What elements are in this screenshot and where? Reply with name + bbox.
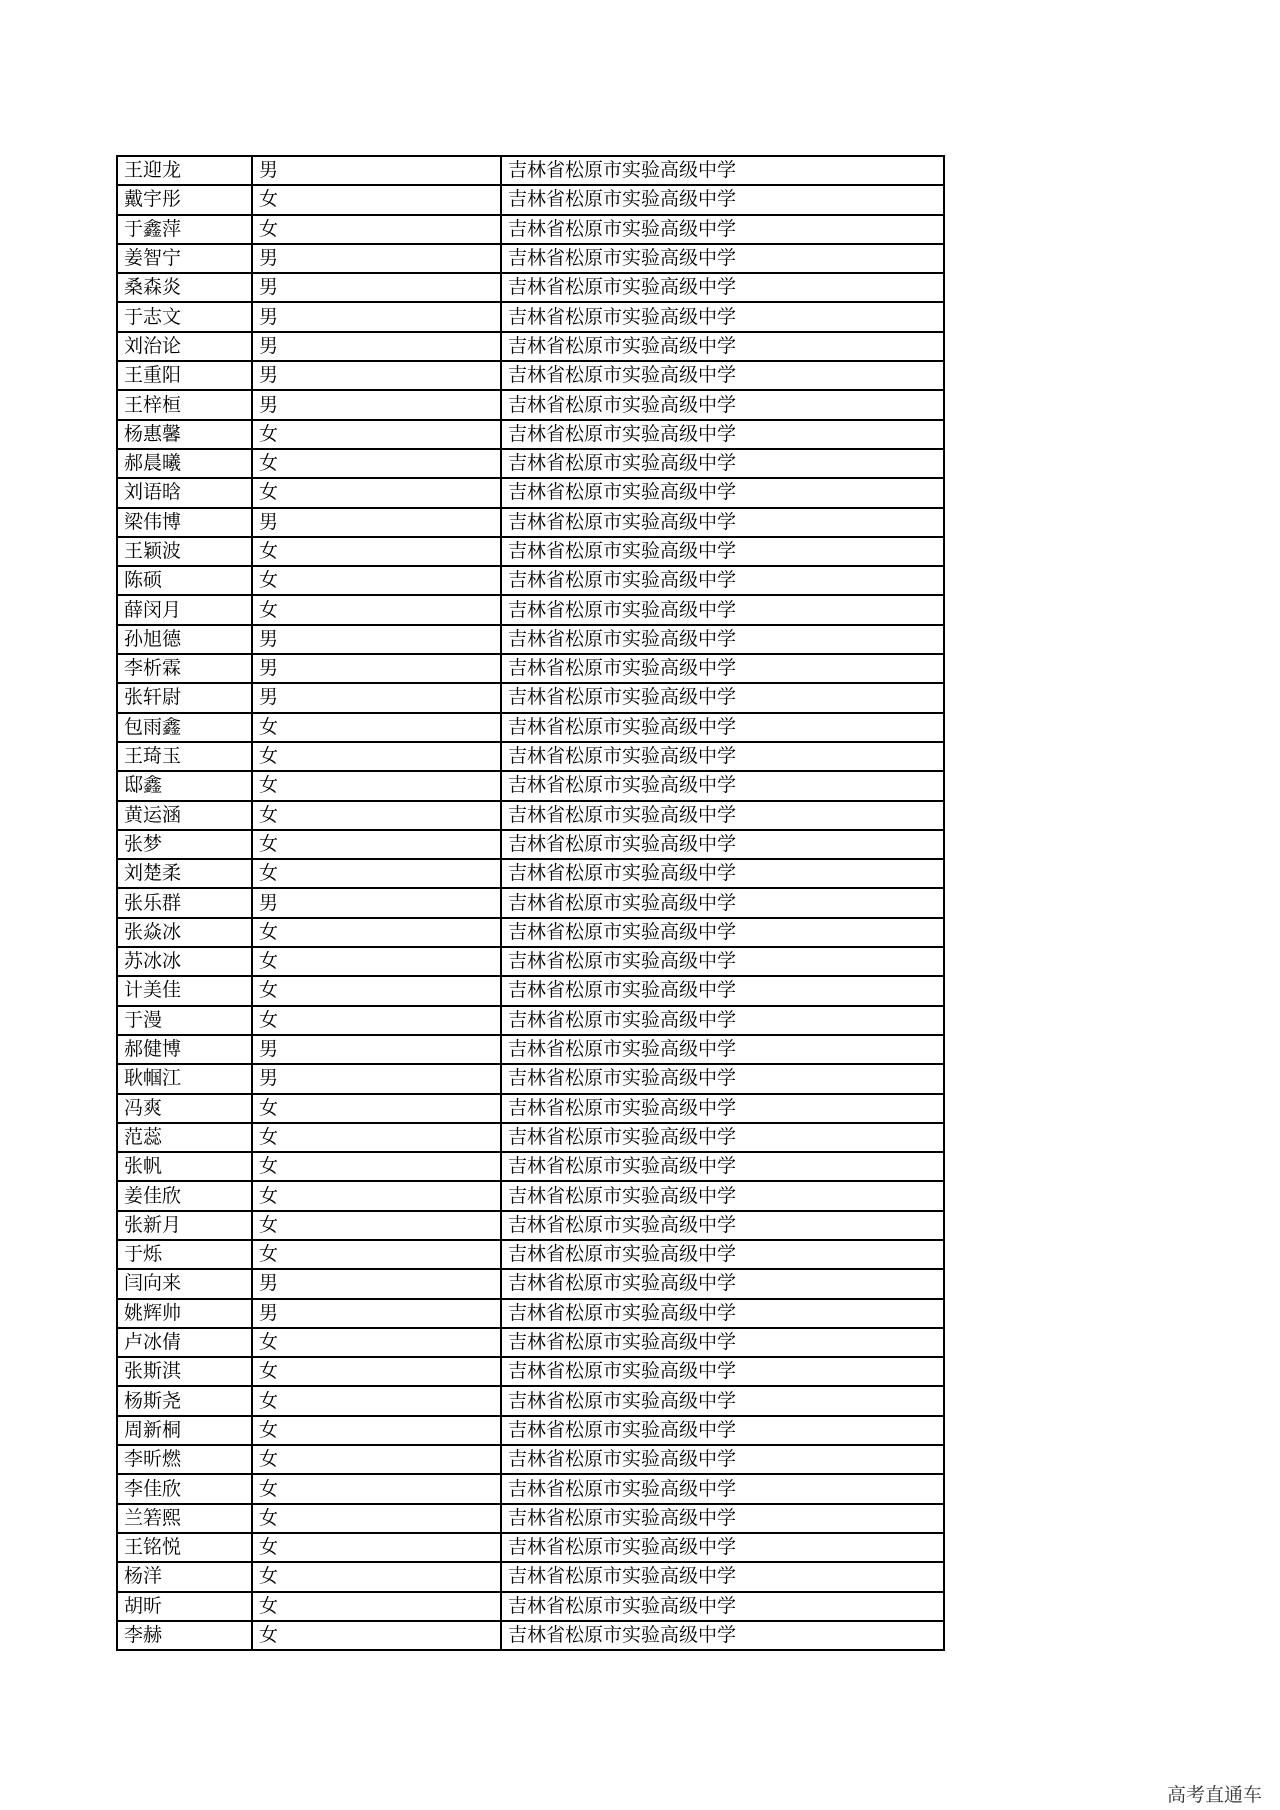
school-cell: 吉林省松原市实验高级中学 xyxy=(501,830,944,859)
school-cell: 吉林省松原市实验高级中学 xyxy=(501,771,944,800)
table-row xyxy=(117,537,944,566)
name-cell: 胡昕 xyxy=(117,1592,252,1621)
name-cell: 王琦玉 xyxy=(117,742,252,771)
table-row xyxy=(117,595,944,624)
table-row xyxy=(117,1386,944,1415)
school-cell: 吉林省松原市实验高级中学 xyxy=(501,566,944,595)
table-row xyxy=(117,801,944,830)
table-row xyxy=(117,1123,944,1152)
gender-cell: 女 xyxy=(252,771,501,800)
name-cell: 范蕊 xyxy=(117,1123,252,1152)
name-cell: 王铭悦 xyxy=(117,1533,252,1562)
name-cell: 冯爽 xyxy=(117,1094,252,1123)
table-row xyxy=(117,1416,944,1445)
table-row xyxy=(117,1504,944,1533)
table-body xyxy=(117,156,944,1650)
school-cell: 吉林省松原市实验高级中学 xyxy=(501,976,944,1005)
gender-cell: 女 xyxy=(252,801,501,830)
table-row xyxy=(117,361,944,390)
table-row xyxy=(117,1533,944,1562)
gender-cell: 女 xyxy=(252,1504,501,1533)
table-row xyxy=(117,332,944,361)
name-cell: 张焱冰 xyxy=(117,918,252,947)
name-cell: 姜智宁 xyxy=(117,244,252,273)
name-cell: 梁伟博 xyxy=(117,508,252,537)
school-cell: 吉林省松原市实验高级中学 xyxy=(501,1094,944,1123)
school-cell: 吉林省松原市实验高级中学 xyxy=(501,478,944,507)
table-row xyxy=(117,625,944,654)
table-row xyxy=(117,1064,944,1093)
gender-cell: 男 xyxy=(252,654,501,683)
name-cell: 孙旭德 xyxy=(117,625,252,654)
table-row xyxy=(117,1211,944,1240)
gender-cell: 女 xyxy=(252,713,501,742)
school-cell: 吉林省松原市实验高级中学 xyxy=(501,1328,944,1357)
table-row xyxy=(117,1357,944,1386)
gender-cell: 女 xyxy=(252,976,501,1005)
gender-cell: 女 xyxy=(252,1562,501,1591)
gender-cell: 女 xyxy=(252,742,501,771)
table-row xyxy=(117,420,944,449)
name-cell: 刘楚柔 xyxy=(117,859,252,888)
name-cell: 杨惠馨 xyxy=(117,420,252,449)
school-cell: 吉林省松原市实验高级中学 xyxy=(501,683,944,712)
name-cell: 杨洋 xyxy=(117,1562,252,1591)
gender-cell: 男 xyxy=(252,244,501,273)
school-cell: 吉林省松原市实验高级中学 xyxy=(501,654,944,683)
gender-cell: 女 xyxy=(252,1445,501,1474)
gender-cell: 女 xyxy=(252,1152,501,1181)
school-cell: 吉林省松原市实验高级中学 xyxy=(501,449,944,478)
gender-cell: 男 xyxy=(252,1269,501,1298)
school-cell: 吉林省松原市实验高级中学 xyxy=(501,215,944,244)
name-cell: 邸鑫 xyxy=(117,771,252,800)
gender-cell: 男 xyxy=(252,625,501,654)
gender-cell: 女 xyxy=(252,1474,501,1503)
school-cell: 吉林省松原市实验高级中学 xyxy=(501,947,944,976)
school-cell: 吉林省松原市实验高级中学 xyxy=(501,420,944,449)
table-row xyxy=(117,1328,944,1357)
school-cell: 吉林省松原市实验高级中学 xyxy=(501,1269,944,1298)
table-row xyxy=(117,478,944,507)
name-cell: 张轩尉 xyxy=(117,683,252,712)
table-row xyxy=(117,918,944,947)
school-cell: 吉林省松原市实验高级中学 xyxy=(501,1152,944,1181)
name-cell: 张新月 xyxy=(117,1211,252,1240)
gender-cell: 女 xyxy=(252,1621,501,1650)
school-cell: 吉林省松原市实验高级中学 xyxy=(501,1562,944,1591)
name-cell: 王迎龙 xyxy=(117,156,252,185)
table-row xyxy=(117,976,944,1005)
table-row xyxy=(117,683,944,712)
name-cell: 陈硕 xyxy=(117,566,252,595)
table-row xyxy=(117,566,944,595)
gender-cell: 女 xyxy=(252,1006,501,1035)
name-cell: 兰箬熙 xyxy=(117,1504,252,1533)
gender-cell: 女 xyxy=(252,859,501,888)
gender-cell: 女 xyxy=(252,1094,501,1123)
gender-cell: 女 xyxy=(252,1592,501,1621)
name-cell: 王梓桓 xyxy=(117,390,252,419)
gender-cell: 男 xyxy=(252,390,501,419)
table-row xyxy=(117,390,944,419)
school-cell: 吉林省松原市实验高级中学 xyxy=(501,801,944,830)
table-row xyxy=(117,508,944,537)
school-cell: 吉林省松原市实验高级中学 xyxy=(501,1006,944,1035)
name-cell: 张乐群 xyxy=(117,888,252,917)
name-cell: 刘语晗 xyxy=(117,478,252,507)
name-cell: 闫向来 xyxy=(117,1269,252,1298)
name-cell: 周新桐 xyxy=(117,1416,252,1445)
school-cell: 吉林省松原市实验高级中学 xyxy=(501,1621,944,1650)
school-cell: 吉林省松原市实验高级中学 xyxy=(501,273,944,302)
gender-cell: 女 xyxy=(252,1328,501,1357)
name-cell: 郝健博 xyxy=(117,1035,252,1064)
gender-cell: 女 xyxy=(252,830,501,859)
name-cell: 王颖波 xyxy=(117,537,252,566)
gender-cell: 男 xyxy=(252,273,501,302)
name-cell: 包雨鑫 xyxy=(117,713,252,742)
table-row xyxy=(117,1621,944,1650)
name-cell: 李佳欣 xyxy=(117,1474,252,1503)
table-row xyxy=(117,273,944,302)
school-cell: 吉林省松原市实验高级中学 xyxy=(501,1123,944,1152)
gender-cell: 女 xyxy=(252,1386,501,1415)
table-row xyxy=(117,888,944,917)
name-cell: 耿帼江 xyxy=(117,1064,252,1093)
gender-cell: 女 xyxy=(252,1416,501,1445)
name-cell: 于鑫萍 xyxy=(117,215,252,244)
name-cell: 姚辉帅 xyxy=(117,1299,252,1328)
school-cell: 吉林省松原市实验高级中学 xyxy=(501,1474,944,1503)
school-cell: 吉林省松原市实验高级中学 xyxy=(501,185,944,214)
table-row xyxy=(117,244,944,273)
table-row xyxy=(117,302,944,331)
school-cell: 吉林省松原市实验高级中学 xyxy=(501,1445,944,1474)
student-table xyxy=(116,155,945,1651)
table-row xyxy=(117,1152,944,1181)
table-row xyxy=(117,185,944,214)
table-row xyxy=(117,1299,944,1328)
school-cell: 吉林省松原市实验高级中学 xyxy=(501,742,944,771)
school-cell: 吉林省松原市实验高级中学 xyxy=(501,1064,944,1093)
table-row xyxy=(117,1269,944,1298)
gender-cell: 女 xyxy=(252,566,501,595)
school-cell: 吉林省松原市实验高级中学 xyxy=(501,1357,944,1386)
name-cell: 张斯淇 xyxy=(117,1357,252,1386)
gender-cell: 女 xyxy=(252,1181,501,1210)
name-cell: 于漫 xyxy=(117,1006,252,1035)
gender-cell: 女 xyxy=(252,537,501,566)
watermark-text: 高考直通车 xyxy=(1166,1784,1262,1806)
school-cell: 吉林省松原市实验高级中学 xyxy=(501,244,944,273)
gender-cell: 女 xyxy=(252,918,501,947)
gender-cell: 男 xyxy=(252,361,501,390)
name-cell: 郝晨曦 xyxy=(117,449,252,478)
school-cell: 吉林省松原市实验高级中学 xyxy=(501,1533,944,1562)
gender-cell: 女 xyxy=(252,1240,501,1269)
table-row xyxy=(117,1240,944,1269)
table-row xyxy=(117,156,944,185)
table-row xyxy=(117,449,944,478)
table-row xyxy=(117,654,944,683)
table-row xyxy=(117,947,944,976)
table-row xyxy=(117,1474,944,1503)
school-cell: 吉林省松原市实验高级中学 xyxy=(501,1211,944,1240)
school-cell: 吉林省松原市实验高级中学 xyxy=(501,1386,944,1415)
table-row xyxy=(117,830,944,859)
table-row xyxy=(117,859,944,888)
school-cell: 吉林省松原市实验高级中学 xyxy=(501,1181,944,1210)
school-cell: 吉林省松原市实验高级中学 xyxy=(501,1035,944,1064)
school-cell: 吉林省松原市实验高级中学 xyxy=(501,156,944,185)
name-cell: 卢冰倩 xyxy=(117,1328,252,1357)
school-cell: 吉林省松原市实验高级中学 xyxy=(501,1416,944,1445)
gender-cell: 男 xyxy=(252,332,501,361)
school-cell: 吉林省松原市实验高级中学 xyxy=(501,859,944,888)
gender-cell: 男 xyxy=(252,683,501,712)
gender-cell: 女 xyxy=(252,420,501,449)
name-cell: 戴宇彤 xyxy=(117,185,252,214)
school-cell: 吉林省松原市实验高级中学 xyxy=(501,390,944,419)
gender-cell: 男 xyxy=(252,302,501,331)
school-cell: 吉林省松原市实验高级中学 xyxy=(501,888,944,917)
school-cell: 吉林省松原市实验高级中学 xyxy=(501,302,944,331)
table-row xyxy=(117,1592,944,1621)
table-row xyxy=(117,742,944,771)
school-cell: 吉林省松原市实验高级中学 xyxy=(501,508,944,537)
table-row xyxy=(117,1445,944,1474)
gender-cell: 女 xyxy=(252,1357,501,1386)
school-cell: 吉林省松原市实验高级中学 xyxy=(501,625,944,654)
gender-cell: 女 xyxy=(252,595,501,624)
table-row xyxy=(117,215,944,244)
name-cell: 刘治论 xyxy=(117,332,252,361)
name-cell: 李析霖 xyxy=(117,654,252,683)
school-cell: 吉林省松原市实验高级中学 xyxy=(501,332,944,361)
gender-cell: 男 xyxy=(252,1035,501,1064)
school-cell: 吉林省松原市实验高级中学 xyxy=(501,1592,944,1621)
name-cell: 计美佳 xyxy=(117,976,252,1005)
table-row xyxy=(117,771,944,800)
name-cell: 于烁 xyxy=(117,1240,252,1269)
name-cell: 于志文 xyxy=(117,302,252,331)
gender-cell: 女 xyxy=(252,947,501,976)
name-cell: 张帆 xyxy=(117,1152,252,1181)
gender-cell: 男 xyxy=(252,508,501,537)
gender-cell: 女 xyxy=(252,185,501,214)
school-cell: 吉林省松原市实验高级中学 xyxy=(501,1299,944,1328)
name-cell: 姜佳欣 xyxy=(117,1181,252,1210)
gender-cell: 女 xyxy=(252,1211,501,1240)
name-cell: 李昕燃 xyxy=(117,1445,252,1474)
gender-cell: 男 xyxy=(252,1299,501,1328)
name-cell: 张梦 xyxy=(117,830,252,859)
school-cell: 吉林省松原市实验高级中学 xyxy=(501,537,944,566)
name-cell: 苏冰冰 xyxy=(117,947,252,976)
table-row xyxy=(117,1181,944,1210)
school-cell: 吉林省松原市实验高级中学 xyxy=(501,713,944,742)
school-cell: 吉林省松原市实验高级中学 xyxy=(501,1504,944,1533)
gender-cell: 女 xyxy=(252,1533,501,1562)
gender-cell: 男 xyxy=(252,888,501,917)
gender-cell: 女 xyxy=(252,1123,501,1152)
gender-cell: 女 xyxy=(252,449,501,478)
school-cell: 吉林省松原市实验高级中学 xyxy=(501,918,944,947)
name-cell: 王重阳 xyxy=(117,361,252,390)
gender-cell: 男 xyxy=(252,1064,501,1093)
table-row xyxy=(117,1035,944,1064)
table-row xyxy=(117,713,944,742)
name-cell: 薛闵月 xyxy=(117,595,252,624)
name-cell: 桑森炎 xyxy=(117,273,252,302)
table-row xyxy=(117,1006,944,1035)
name-cell: 黄运涵 xyxy=(117,801,252,830)
name-cell: 杨斯尧 xyxy=(117,1386,252,1415)
table-row xyxy=(117,1562,944,1591)
name-cell: 李赫 xyxy=(117,1621,252,1650)
gender-cell: 女 xyxy=(252,215,501,244)
table-row xyxy=(117,1094,944,1123)
gender-cell: 女 xyxy=(252,478,501,507)
school-cell: 吉林省松原市实验高级中学 xyxy=(501,595,944,624)
school-cell: 吉林省松原市实验高级中学 xyxy=(501,1240,944,1269)
gender-cell: 男 xyxy=(252,156,501,185)
school-cell: 吉林省松原市实验高级中学 xyxy=(501,361,944,390)
